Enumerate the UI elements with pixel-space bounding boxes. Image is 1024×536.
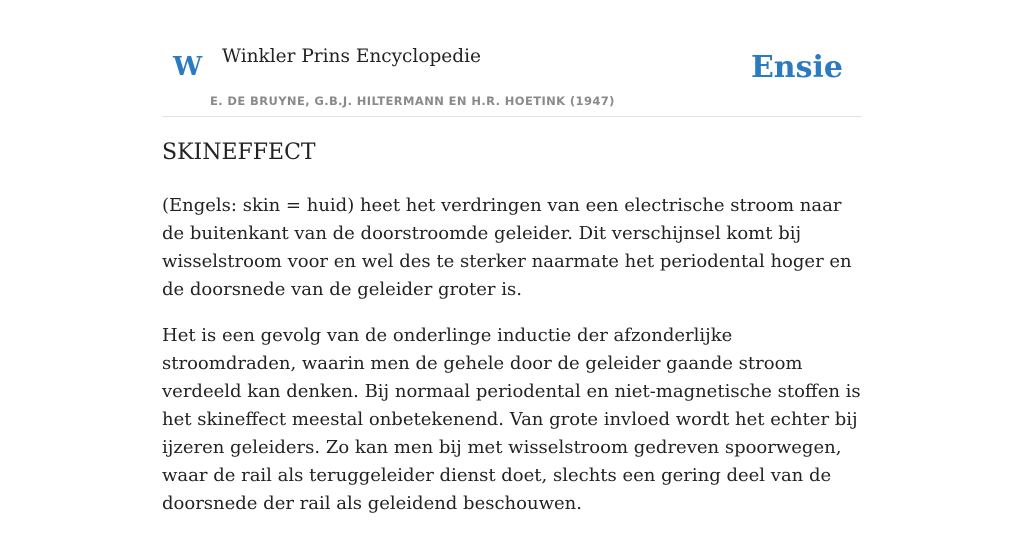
entry-title: SKINEFFECT [162, 140, 316, 165]
authors-line: E. DE BRUYNE, G.B.J. HILTERMANN EN H.R. HOETINK (1947) [210, 94, 615, 108]
ensie-brand-link[interactable]: Ensie [750, 50, 843, 85]
article-paragraph: Het is een gevolg van de onderlinge inductie der afzonderlijke stroomdraden, waarin men de gehele door de geleider gaande stroom verdeeld kan denken. Bij normaal periodental en niet-magnetische stoffen is het skineffect meestal onbetekenend. Van grote invloed wordt het echter bij ijzeren geleiders. Zo kan men bij met wisselstroom gedreven spoorwegen, waar de rail als teruggeleider dienst doet, slechts een gering deel van de doorsnede der rail als geleidend beschouwen. [162, 325, 861, 514]
article-paragraph: (Engels: skin = huid) heet het verdringen van een electrische stroom naar de buitenkant van de doorstroomde geleider. Dit verschijnsel komt bij wisselstroom voor en wel des te sterker naarmate het periodental hoger en de doorsnede van de geleider groter is. [162, 195, 852, 300]
article-body [162, 192, 862, 536]
site-header [162, 0, 862, 117]
winkler-prins-logo[interactable]: W [173, 52, 203, 82]
site-title[interactable]: Winkler Prins Encyclopedie [222, 46, 481, 67]
